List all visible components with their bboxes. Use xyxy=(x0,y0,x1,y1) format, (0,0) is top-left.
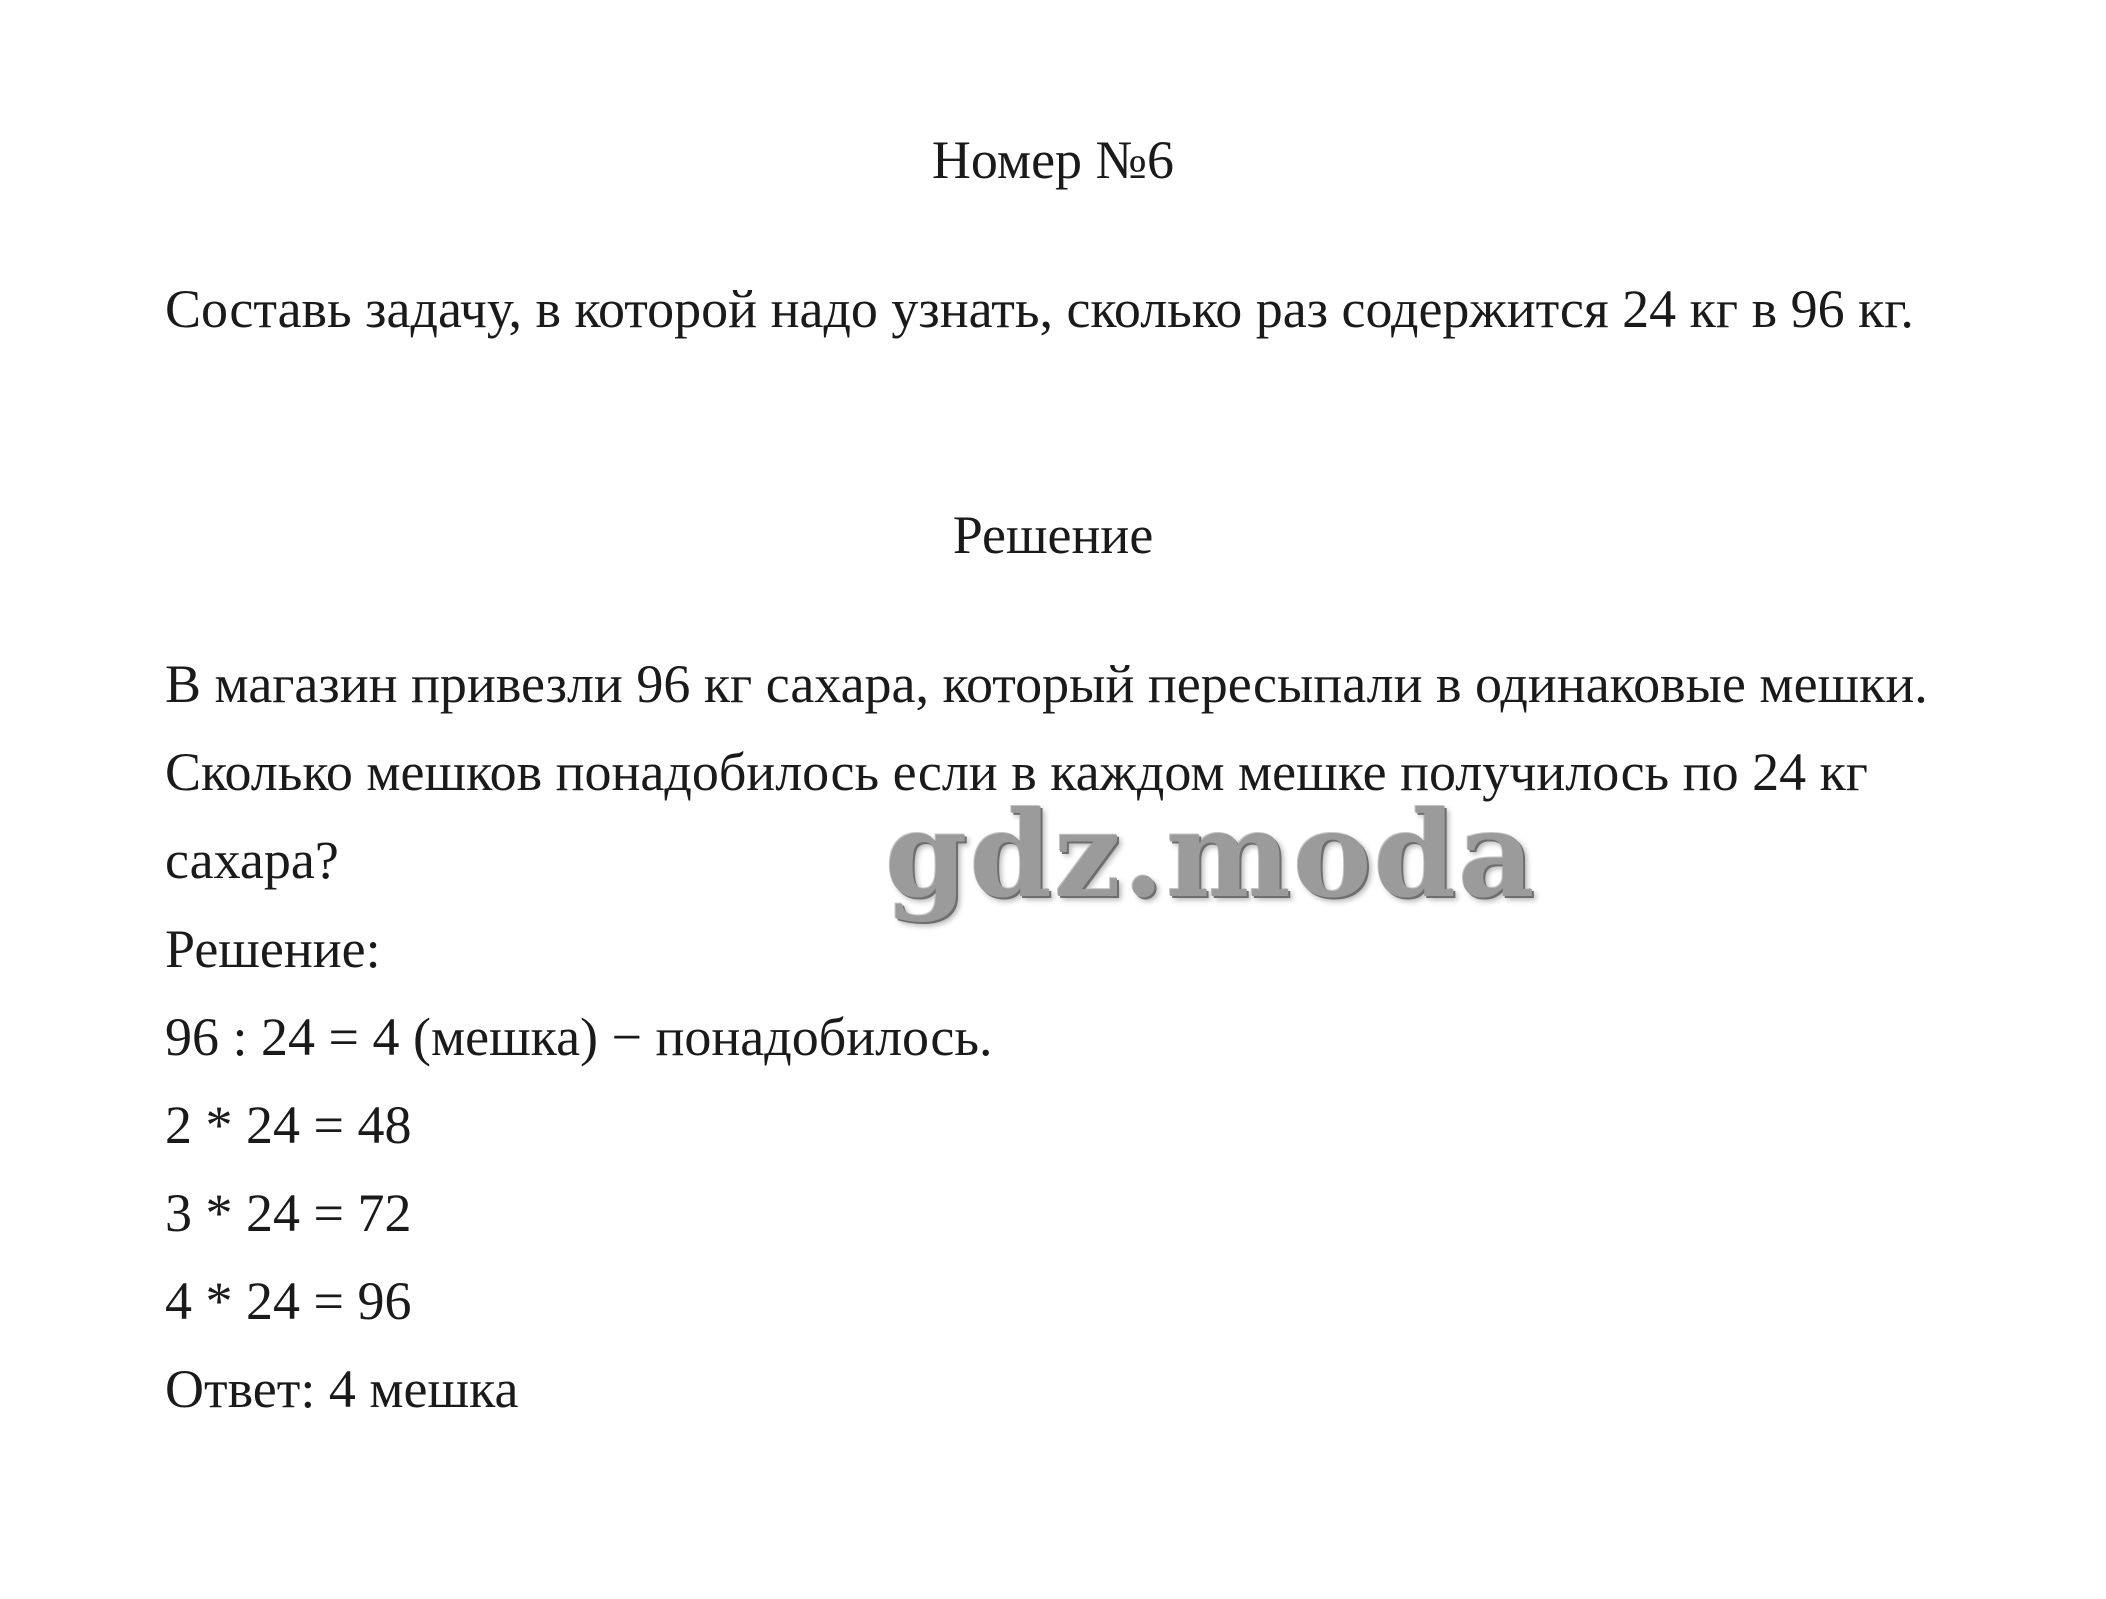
solution-step: 4 * 24 = 96 xyxy=(165,1271,412,1331)
watermark-logo: gdz.moda xyxy=(885,785,1537,924)
solution-step: 3 * 24 = 72 xyxy=(165,1183,412,1243)
answer-line: Ответ: 4 мешка xyxy=(165,1359,519,1419)
solution-lines xyxy=(165,905,992,1433)
solution-heading: Решение xyxy=(952,505,1154,565)
solution-step: 2 * 24 = 48 xyxy=(165,1095,412,1155)
solution-step: 96 : 24 = 4 (мешка) − понадобилось. xyxy=(165,1007,993,1067)
solution-label: Решение: xyxy=(165,919,381,979)
page-title: Номер №6 xyxy=(931,130,1175,190)
problem-text: В магазин привезли 96 кг сахара, который пересыпали в одинаковые мешки. Сколько мешков понадобилось если в каждом мешке получилось по 24 кг сахара? xyxy=(165,654,1928,890)
task-text: Составь задачу, в которой надо узнать, сколько раз содержится 24 кг в 96 кг. xyxy=(165,279,1914,339)
